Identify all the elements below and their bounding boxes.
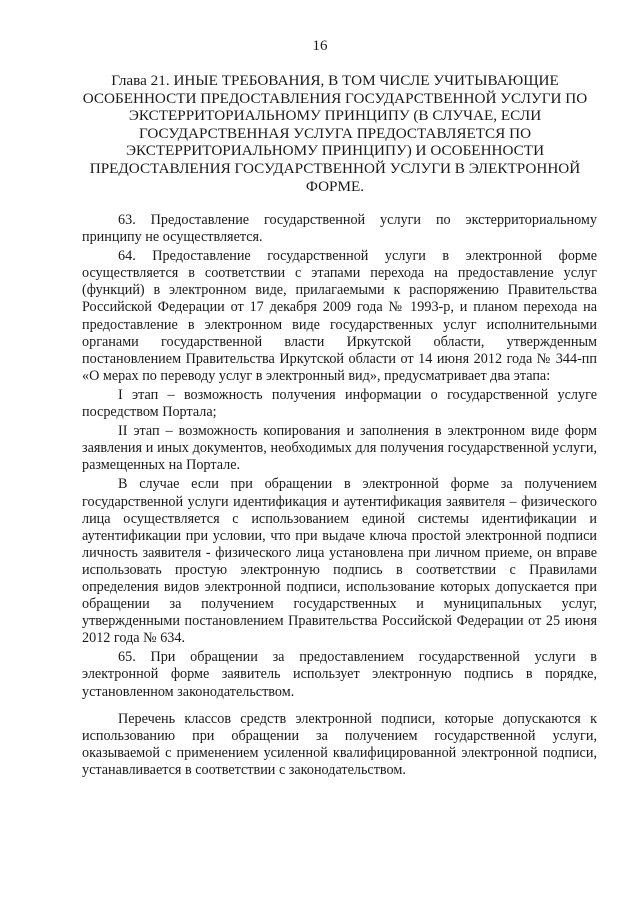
paragraph-simple-signature: В случае если при обращении в электронной форме за получением государственной услуги идентификация и аутентификация заявителя – физического лица осуществляется с использованием единой системы идентификации и аутентификации при условии, что при выдаче ключа простой электронной подписи личность заявителя - физического лица установлена при личном приеме, он вправе использовать простую электронную подпись в соответствии с Правилами определения видов электронной подписи, использование которых допускается при обращении за получением государственных и муниципальных услуг, утвержденными постановлением Правительства Российской Федерации от 25 июня 2012 года № 634. <box>82 476 597 647</box>
document-body <box>82 212 597 781</box>
page-number: 16 <box>312 38 328 54</box>
paragraph-64: 64. Предоставление государственной услуги в электронной форме осуществляется в соответствии с этапами перехода на предоставление услуг (функций) в электронном виде, прилагаемыми к распоряжению Правительства Российской Федерации от 17 декабря 2009 года № 1993-р, и планом перехода на предоставление в электронном виде государственных услуг исполнительными органами государственной власти Иркутской области, утвержденным постановлением Правительства Иркутской области от 14 июня 2012 года № 344-пп «О мерах по переводу услуг в электронный вид», предусматривает два этапа: <box>82 248 597 384</box>
paragraph-65: 65. При обращении за предоставлением государственной услуги в электронной форме заявитель использует электронную подпись в порядке, установленном законодательством. <box>82 649 597 700</box>
paragraph-signature-classes: Перечень классов средств электронной подписи, которые допускаются к использованию при обращении за получением государственной услуги, оказываемой с применением усиленной квалифицированной электронной подписи, устанавливается в соответствии с законодательством. <box>82 710 597 778</box>
paragraph-stage-2: II этап – возможность копирования и заполнения в электронном виде форм заявления и иных документов, необходимых для получения государственной услуги, размещенных на Портале. <box>82 423 597 474</box>
chapter-heading: Глава 21. ИНЫЕ ТРЕБОВАНИЯ, В ТОМ ЧИСЛЕ УЧИТЫВАЮЩИЕ ОСОБЕННОСТИ ПРЕДОСТАВЛЕНИЯ ГОСУДАРСТВЕННОЙ УСЛУГИ ПО ЭКСТЕРРИТОРИАЛЬНОМУ ПРИНЦИПУ (В СЛУЧАЕ, ЕСЛИ ГОСУДАРСТВЕННАЯ УСЛУГА ПРЕДОСТАВЛЯЕТСЯ ПО ЭКСТЕРРИТОРИАЛЬНОМУ ПРИНЦИПУ) И ОСОБЕННОСТИ ПРЕДОСТАВЛЕНИЯ ГОСУДАРСТВЕННОЙ УСЛУГИ В ЭЛЕКТРОННОЙ ФОРМЕ. <box>82 72 588 195</box>
paragraph-stage-1: I этап – возможность получения информации о государственной услуге посредством Портала; <box>82 386 597 421</box>
paragraph-63: 63. Предоставление государственной услуги по экстерриториальному принципу не осуществляется. <box>82 212 597 246</box>
